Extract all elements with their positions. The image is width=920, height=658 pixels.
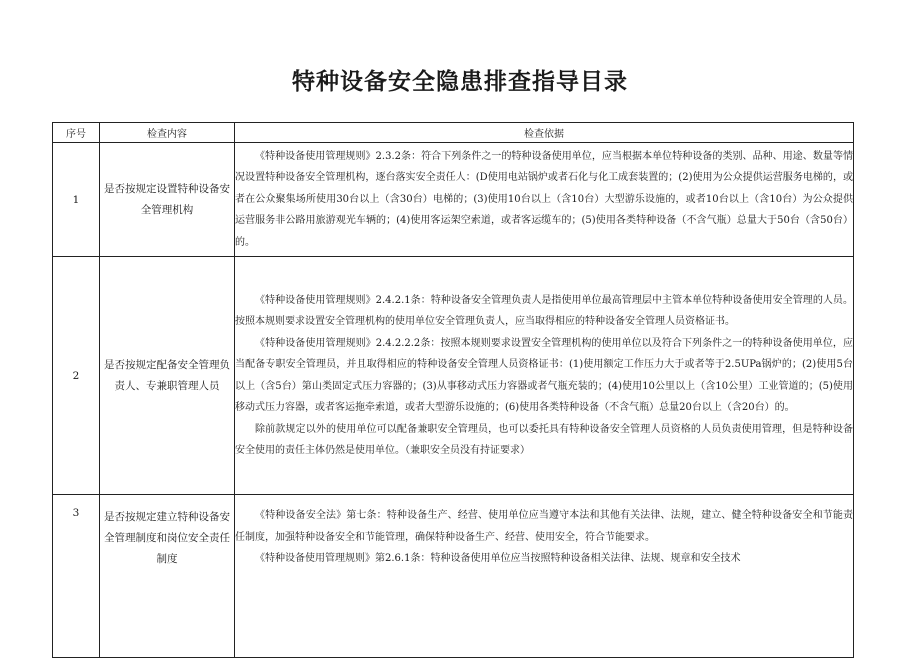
basis-paragraph: 《特种设备使用管理规则》第2.6.1条：特种设备使用单位应当按照特种设备相关法律、法规、规章和安全技术 xyxy=(255,553,741,564)
basis-paragraph: 《特种设备使用管理规则》2.3.2条：符合下列条件之一的特种设备使用单位，应当根据本单位特种设备的类别、品种、用途、数量等情况设置特种设备安全管理机构，逐台落实安全责任人：(D使用电站锅炉或者石化与化工成套装置的；(2)使用为公众提供运营服务电梯的，或者在公众聚集场所使用30台以上（含30台）电梯的；(3)使用10台以上（含10台）大型游乐设施的，或者10台以上（含10台）为公众提供运营服务非公路用旅游观光车辆的；(4)使用客运架空索道，或者客运缆车的；(5)使用各类特种设备（不含气瓶）总量大于50台（含50台）的。 xyxy=(235,150,853,248)
check-basis xyxy=(235,495,854,658)
basis-paragraph: 《特种设备安全法》第七条：特种设备生产、经营、使用单位应当遵守本法和其他有关法律、法规，建立、健全特种设备安全和节能责任制度，加强特种设备安全和节能管理，确保特种设备生产、经营、使用安全，符合节能要求。 xyxy=(235,510,853,543)
header-basis: 检查依据 xyxy=(235,123,854,143)
check-item: 是否按规定配备安全管理负责人、专兼职管理人员 xyxy=(100,257,235,495)
header-no: 序号 xyxy=(53,123,100,143)
table-row xyxy=(53,143,854,257)
check-basis xyxy=(235,257,854,495)
table-row xyxy=(53,495,854,658)
row-number: 1 xyxy=(53,143,100,257)
document-title: 特种设备安全隐患排查指导目录 xyxy=(292,69,628,95)
inspection-table xyxy=(52,122,854,658)
basis-paragraph: 《特种设备使用管理规则》2.4.2.2.2条：按照本规则要求设置安全管理机构的使用单位以及符合下列条件之一的特种设备使用单位，应当配备专职安全管理员，并且取得相应的特种设备安全管理人员资格证书：(1)使用额定工作压力大于或者等于2.5UPa锅炉的；(2)使用5台以上（含5台）第山类固定式压力容器的；(3)从事移动式压力容器或者气瓶充装的；(4)使用10公里以上（含10公里）工业管道的；(5)使用移动式压力容器，或者客运拖牵索道，或者大型游乐设施的；(6)使用各类特种设备（不含气瓶）总量20台以上（含20台）的。 xyxy=(235,337,853,413)
basis-paragraph: 除前款规定以外的使用单位可以配备兼职安全管理员，也可以委托具有特种设备安全管理人员资格的人员负责使用管理，但是特种设备安全使用的责任主体仍然是使用单位。（兼职安全员没有持证要求） xyxy=(235,423,853,456)
check-basis xyxy=(235,143,854,257)
row-number: 2 xyxy=(53,257,100,495)
header-item: 检查内容 xyxy=(100,123,235,143)
check-item: 是否按规定建立特种设备安全管理制度和岗位安全责任制度 xyxy=(100,495,235,658)
row-number: 3 xyxy=(53,495,100,658)
check-item: 是否按规定设置特种设备安全管理机构 xyxy=(100,143,235,257)
table-row xyxy=(53,257,854,495)
basis-paragraph: 《特种设备使用管理规则》2.4.2.1条：特种设备安全管理负责人是指使用单位最高管理层中主管本单位特种设备使用安全管理的人员。按照本规则要求设置安全管理机构的使用单位安全管理负责人，应当取得相应的特种设备安全管理人员资格证书。 xyxy=(235,294,853,327)
table-header-row xyxy=(53,123,854,143)
